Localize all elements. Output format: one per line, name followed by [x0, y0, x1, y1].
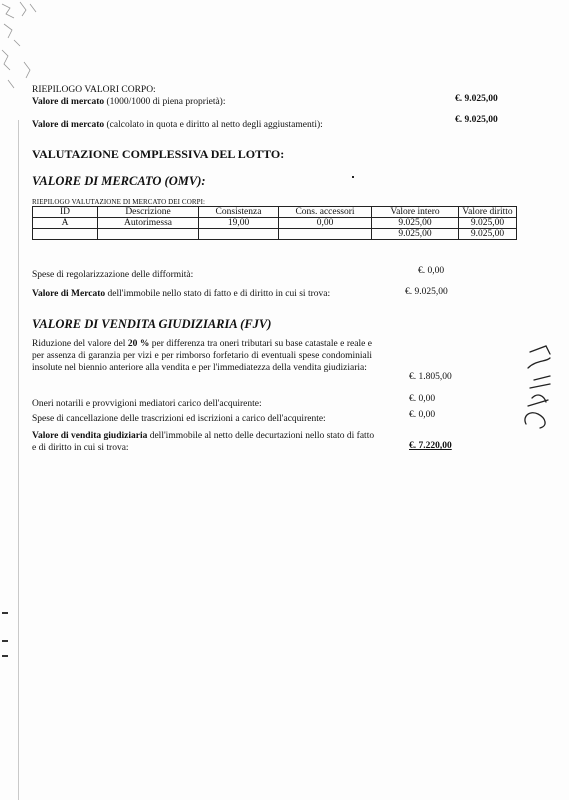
cell-id — [33, 229, 98, 240]
column-header-consistenza: Consistenza — [199, 207, 279, 218]
spese-regolarizzazione-value: €. 0,00 — [418, 266, 445, 276]
cell-id: A — [33, 218, 98, 229]
riepilogo-title: RIEPILOGO VALORI CORPO: — [32, 85, 156, 95]
valore-mercato-piena-line — [32, 97, 225, 107]
cell-descrizione: Autorimessa — [98, 218, 199, 229]
cell-descrizione — [98, 229, 199, 240]
scan-dot — [352, 176, 354, 178]
valore-mercato-stato-bold: Valore di Mercato — [32, 289, 106, 299]
valore-mercato-quota-line — [32, 120, 323, 130]
cell-valore-intero: 9.025,00 — [372, 218, 459, 229]
column-header-descrizione: Descrizione — [98, 207, 199, 218]
oneri-notarili-value: €. 0,00 — [409, 394, 436, 404]
column-header-cons-accessori: Cons. accessori — [279, 207, 372, 218]
fjv-title: VALORE DI VENDITA GIUDIZIARIA (FJV) — [32, 317, 272, 331]
riduzione-value: €. 1.805,00 — [409, 372, 452, 382]
valore-mercato-label: Valore di mercato — [32, 120, 105, 130]
table-row — [33, 218, 517, 229]
spese-cancellazione-label: Spese di cancellazione delle trascrizioni ed iscrizioni a carico dell'acquirente: — [32, 414, 326, 424]
cell-consistenza — [199, 229, 279, 240]
cell-valore-diritto: 9.025,00 — [459, 218, 517, 229]
valore-mercato-stato-desc: dell'immobile nello stato di fatto e di diritto in cui si trova: — [105, 289, 331, 299]
column-header-valore-intero: Valore intero — [372, 207, 459, 218]
handwritten-signature — [520, 340, 556, 430]
valore-mercato-quota-value: €. 9.025,00 — [455, 115, 498, 125]
valore-mercato-quota-desc: (calcolato in quota e diritto al netto degli aggiustamenti): — [104, 120, 323, 130]
cell-cons-accessori: 0,00 — [279, 218, 372, 229]
valore-mercato-piena-desc: (1000/1000 di piena proprietà): — [104, 97, 226, 107]
spese-regolarizzazione-label: Spese di regolarizzazione delle difformità: — [32, 270, 194, 280]
riduzione-paragraph — [32, 338, 372, 374]
cell-total-valore-intero: 9.025,00 — [372, 229, 459, 240]
valutazione-complessiva-title: VALUTAZIONE COMPLESSIVA DEL LOTTO: — [32, 147, 285, 161]
cell-total-valore-diritto: 9.025,00 — [459, 229, 517, 240]
valore-mercato-stato-line — [32, 289, 330, 299]
valore-mercato-label: Valore di mercato — [32, 97, 105, 107]
column-header-id: ID — [33, 207, 98, 218]
riduzione-percentuale: 20 % — [127, 339, 150, 349]
scan-corner-noise — [0, 0, 60, 95]
omv-title: VALORE DI MERCATO (OMV): — [32, 174, 206, 188]
spese-cancellazione-value: €. 0,00 — [409, 410, 436, 420]
scan-left-edge — [0, 0, 22, 800]
valore-mercato-stato-value: €. 9.025,00 — [405, 287, 448, 297]
oneri-notarili-label: Oneri notarili e provvigioni mediatori carico dell'acquirente: — [32, 399, 262, 409]
table-caption: RIEPILOGO VALUTAZIONE DI MERCATO DEI CORPI: — [32, 198, 206, 206]
valore-vendita-value: €. 7.220,00 — [409, 441, 452, 451]
table-header-row — [33, 207, 517, 218]
cell-consistenza: 19,00 — [199, 218, 279, 229]
valore-vendita-desc: dell'immobile al netto delle decurtazioni nello stato di fatto e di diritto in cui si trova: — [32, 431, 375, 453]
riduzione-text-before: Riduzione del valore del — [32, 339, 128, 349]
valore-mercato-piena-value: €. 9.025,00 — [455, 94, 498, 104]
column-header-valore-diritto: Valore diritto — [459, 207, 517, 218]
table-total-row — [33, 229, 517, 240]
riepilogo-valutazione-table — [32, 206, 517, 240]
valore-vendita-paragraph — [32, 430, 377, 454]
riduzione-text-after: per differenza tra oneri tributari su base catastale e reale e per assenza di garanzia per vizi e per rimborso forfetario di eventuali spese condominiali insolute nel biennio anteriore alla vendita e per l'immediatezza della vendita giudiziaria: — [32, 339, 372, 373]
cell-cons-accessori — [279, 229, 372, 240]
valore-vendita-bold: Valore di vendita giudiziaria — [32, 431, 148, 441]
